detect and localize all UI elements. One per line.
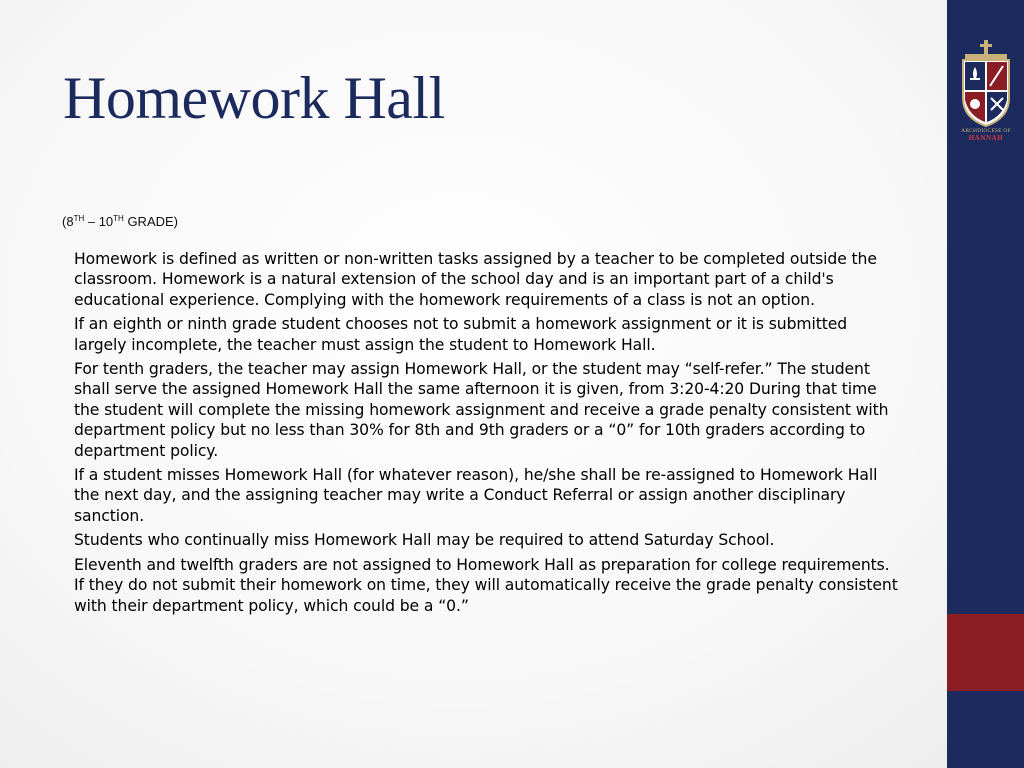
policy-paragraph: Homework is defined as written or non-written tasks assigned by a teacher to be completed outside the classroom. Homework is a natural extension of the school day and is an important part of a child's educational experience. Complying with the homework requirements of a class is not an option. [74, 250, 877, 309]
policy-text [74, 249, 904, 620]
logo-caption-line2: HANNAH [968, 134, 1004, 142]
policy-paragraph: Eleventh and twelfth graders are not assigned to Homework Hall as preparation for college requirements. If they do not submit their homework on time, they will automatically receive the grade penalty consistent with their department policy, which could be a “0.” [74, 555, 898, 615]
subtitle-close: GRADE) [123, 214, 178, 229]
slide-title: Homework Hall [63, 65, 445, 131]
side-accent-block [947, 614, 1024, 691]
subtitle-sup-1: TH [73, 214, 85, 223]
logo-caption-line1: ARCHDIOCESE OF [961, 128, 1011, 134]
subtitle-sup-2: TH [113, 214, 124, 223]
subtitle-mid: – 10 [84, 214, 114, 229]
policy-paragraph: If a student misses Homework Hall (for whatever reason), he/she shall be re-assigned to Homework Hall the next day, and the assigning teacher may write a Conduct Referral or assign another disciplinary sanction. [74, 466, 878, 525]
grade-subtitle [62, 214, 178, 229]
logo-caption [955, 128, 1017, 142]
policy-paragraph: Students who continually miss Homework Hall may be required to attend Saturday School. [74, 531, 775, 550]
subtitle-open: (8 [62, 214, 74, 229]
policy-paragraph: If an eighth or ninth grade student chooses not to submit a homework assignment or it is submitted largely incomplete, the teacher must assign the student to Homework Hall. [74, 315, 848, 354]
policy-paragraph: For tenth graders, the teacher may assign Homework Hall, or the student may “self-refer.” The student shall serve the assigned Homework Hall the same afternoon it is given, from 3:20-4:20 During that time the student will complete the missing homework assignment and receive a grade penalty consistent with department policy but no less than 30% for 8th and 9th graders or a “0” for 10th graders according to department policy. [74, 360, 889, 460]
